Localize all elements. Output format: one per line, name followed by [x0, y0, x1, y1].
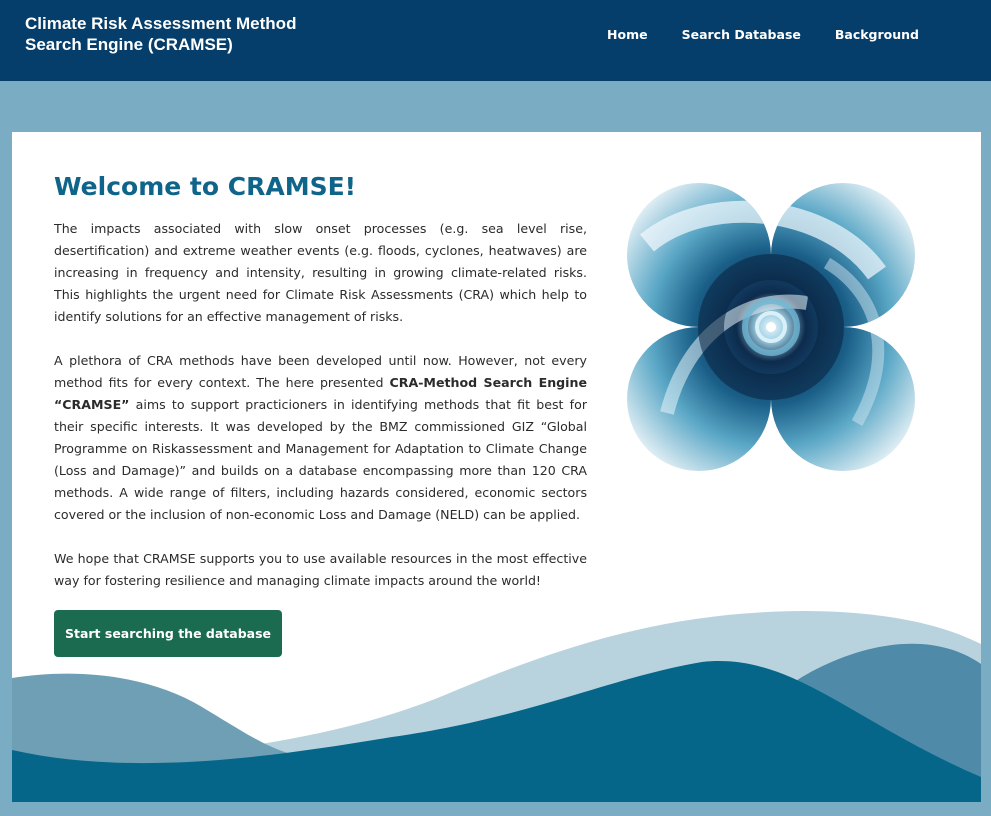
nav-background[interactable]: Background [834, 27, 919, 42]
intro-section [54, 170, 587, 592]
site-brand[interactable] [25, 13, 296, 55]
cyclone-hero-image [627, 183, 915, 471]
intro-paragraph-3: We hope that CRAMSE supports you to use available resources in the most effective way for fostering resilience and managing climate impacts around the world! [54, 551, 587, 588]
start-search-button[interactable]: Start searching the database [54, 610, 282, 657]
welcome-card [12, 132, 981, 802]
paragraph-2-part-1: A plethora of CRA methods have been developed until now. However, not every method fits for every context. The here presented [54, 353, 587, 390]
nav-home[interactable]: Home [607, 27, 648, 42]
intro-paragraph-2 [54, 350, 587, 526]
paragraph-2-part-2: aims to support practicioners in identifying methods that fit best for their specific interests. It was developed by the BMZ commissioned GIZ “Global Programme on Riskassessment and Management for Adaptation to Climate Change (Loss and Damage)” and builds on a database encompassing more than 120 CRA methods. A wide range of filters, including hazards considered, economic sectors covered or the inclusion of non-economic Loss and Damage (NELD) can be applied. [54, 397, 587, 522]
brand-line-2: Search Engine (CRAMSE) [25, 35, 233, 54]
page-title: Welcome to CRAMSE! [54, 172, 357, 201]
intro-paragraph-1: The impacts associated with slow onset processes (e.g. sea level rise, desertification) and extreme weather events (e.g. floods, cyclones, heatwaves) are increasing in frequency and intensity, resulting in growing climate-related risks. This highlights the urgent need for Climate Risk Assessments (CRA) which help to identify solutions for an effective management of risks. [54, 221, 587, 324]
brand-line-1: Climate Risk Assessment Method [25, 14, 297, 33]
cramse-highlight: CRA-Method Search Engine “CRAMSE” [54, 375, 587, 412]
main-nav [573, 26, 919, 44]
top-header [0, 0, 991, 81]
nav-search-database[interactable]: Search Database [681, 27, 801, 42]
